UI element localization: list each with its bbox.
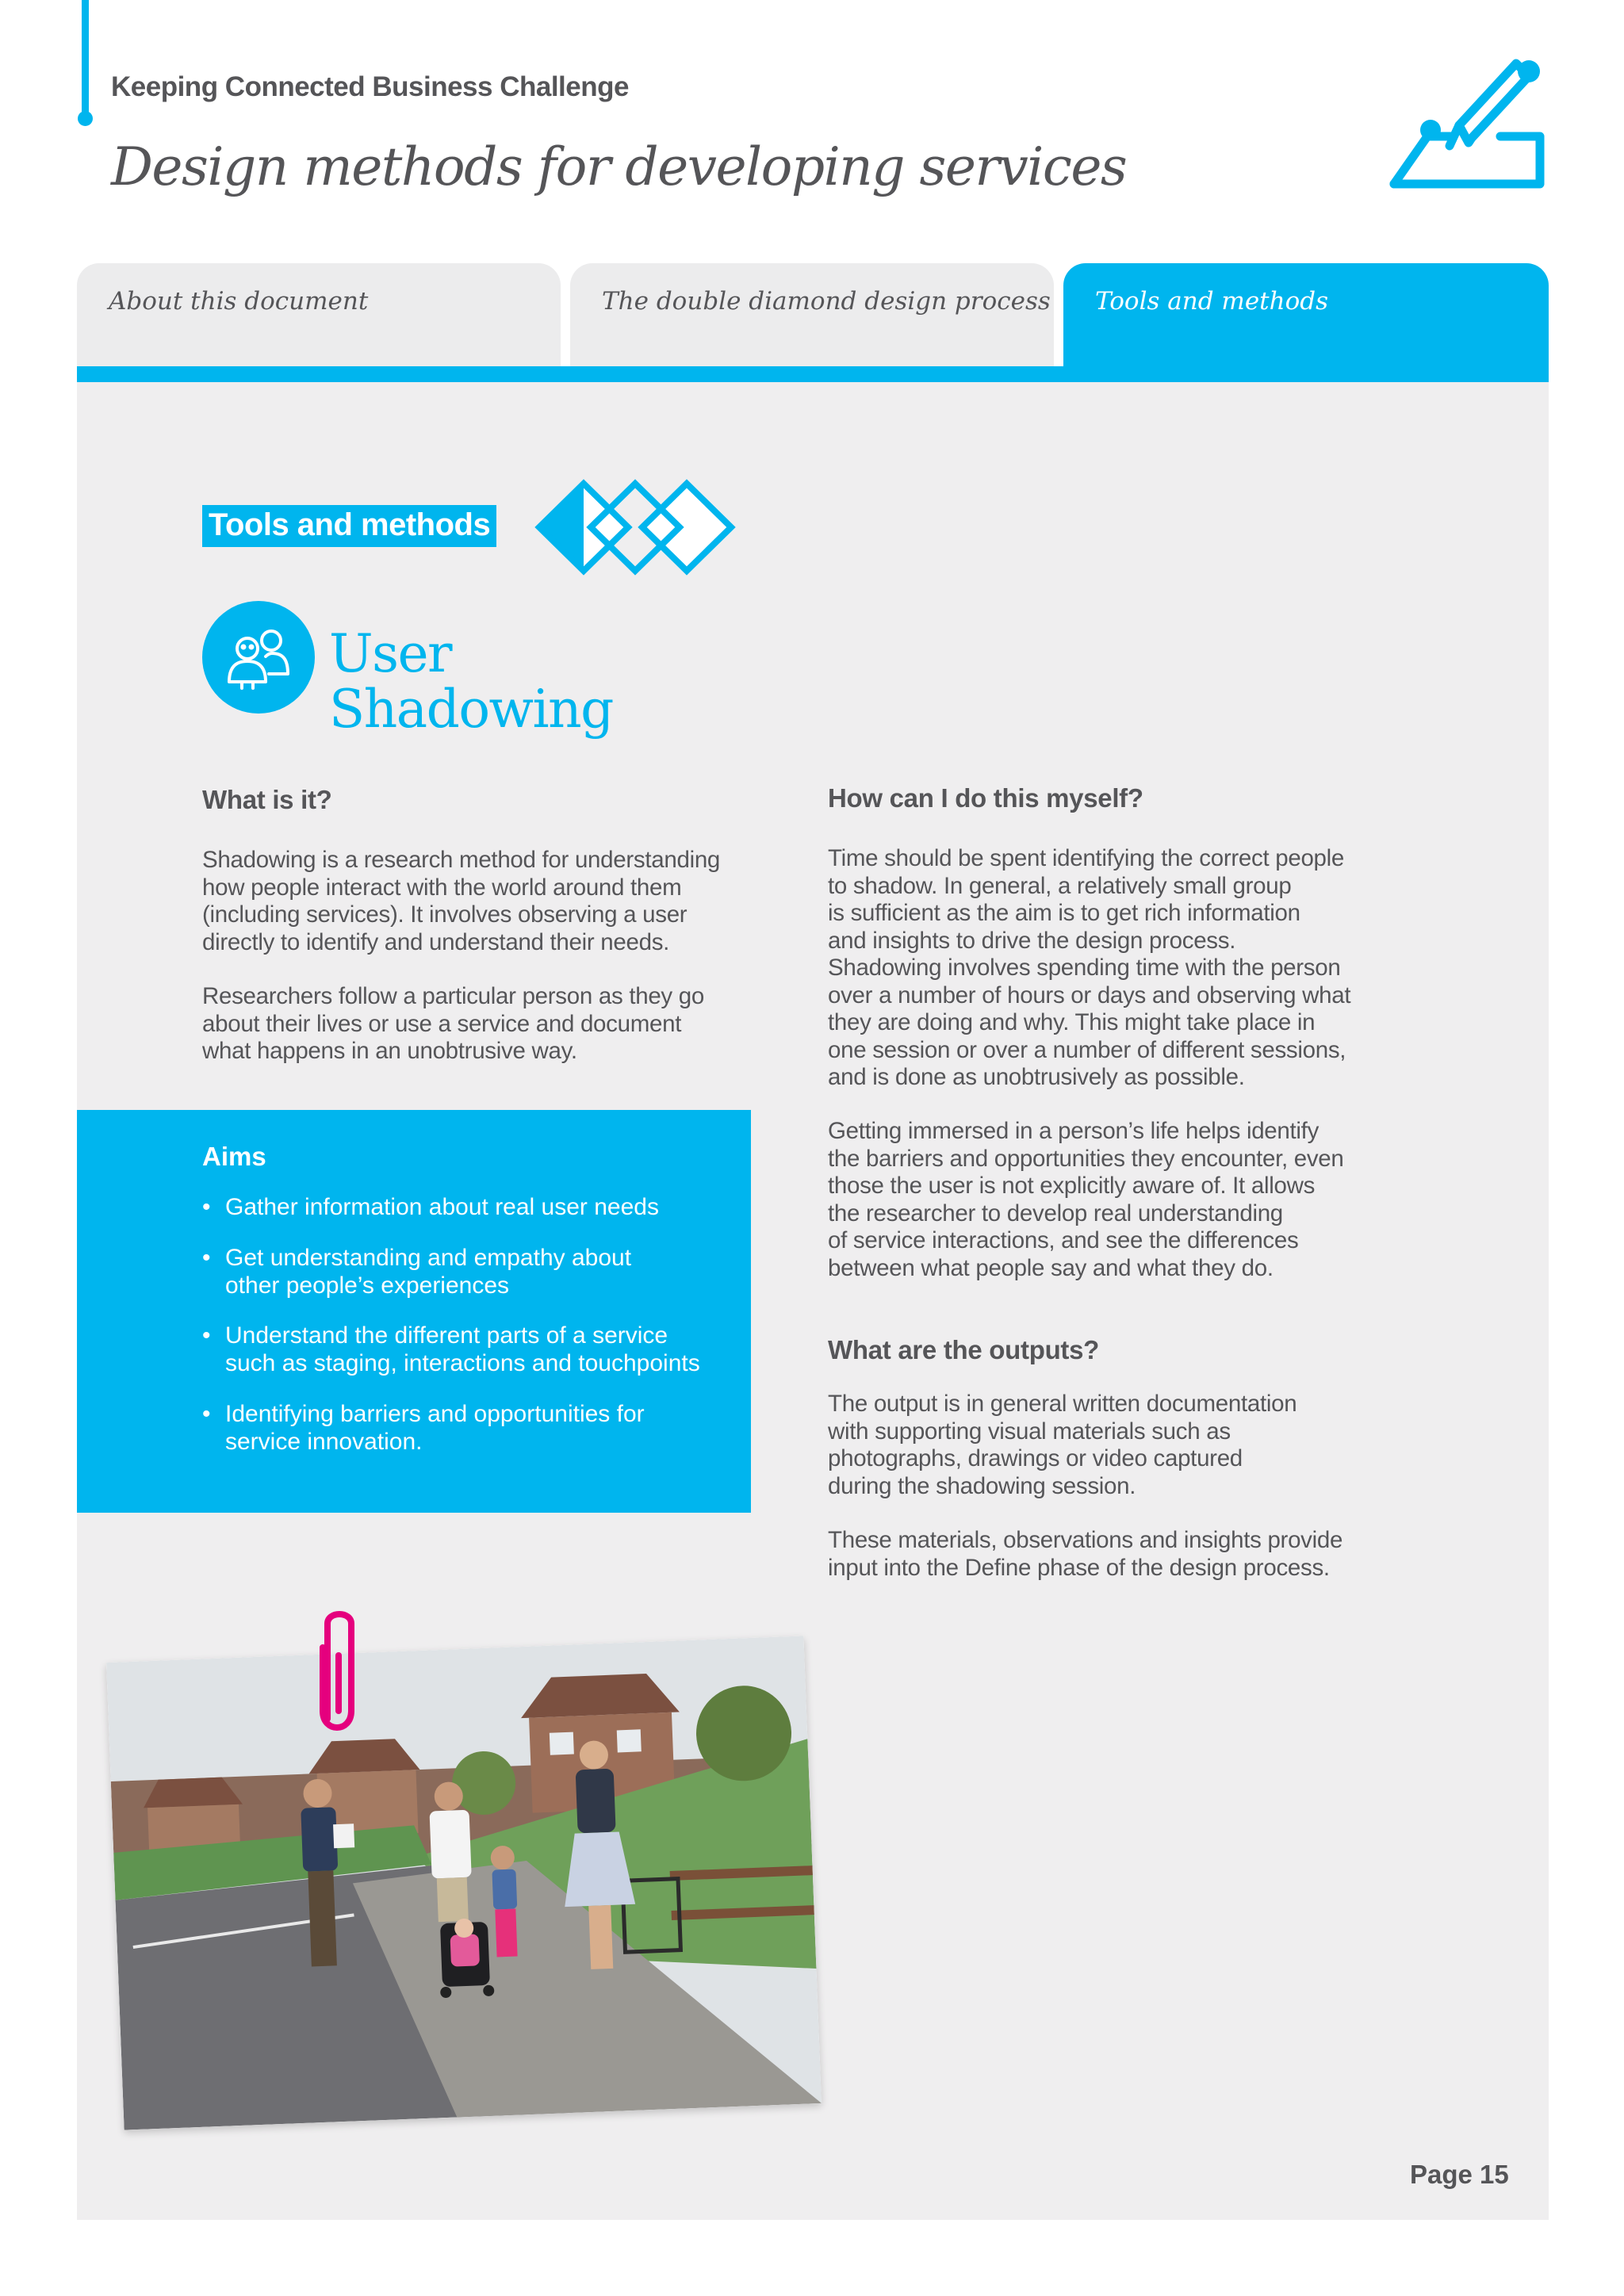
bullet-icon: • bbox=[202, 1401, 211, 1427]
what-heading: What is it? bbox=[202, 785, 332, 814]
what-paragraph-1: Shadowing is a research method for understanding how people interact with the world around them (including services). It involves observing a user directly to identify and understand their needs. bbox=[202, 847, 721, 955]
tab-underline bbox=[77, 366, 1549, 382]
pen-drawing-icon bbox=[1380, 49, 1554, 200]
outputs-paragraph-1: The output is in general written documentation with supporting visual materials such as photographs, drawings or video captured during the shadowing session. bbox=[828, 1391, 1297, 1499]
aims-heading: Aims bbox=[202, 1142, 266, 1171]
tab-tools-and-methods[interactable]: Tools and methods bbox=[1063, 263, 1549, 366]
header-rule-dot bbox=[78, 111, 93, 126]
outputs-paragraph-2: These materials, observations and insights provide input into the Define phase of the design process. bbox=[828, 1527, 1343, 1581]
method-title-line2: Shadowing bbox=[329, 679, 613, 740]
method-title-line1: User bbox=[329, 623, 452, 684]
how-heading: How can I do this myself? bbox=[828, 783, 1143, 813]
shadowing-photo bbox=[106, 1636, 822, 2130]
paperclip-icon bbox=[312, 1600, 367, 1743]
users-icon bbox=[202, 601, 315, 714]
section-badge: Tools and methods bbox=[202, 505, 496, 547]
page-number: Page 15 bbox=[1410, 2160, 1509, 2189]
bullet-icon: • bbox=[202, 1245, 211, 1271]
bullet-icon: • bbox=[202, 1322, 211, 1349]
what-paragraph-2: Researchers follow a particular person as they go about their lives or use a service and document what happens in an unobtrusive way. bbox=[202, 983, 704, 1064]
double-diamond-icon bbox=[523, 476, 747, 579]
tab-about-this-document[interactable]: About this document bbox=[77, 263, 561, 366]
header-rule bbox=[82, 0, 89, 119]
how-paragraph-2: Getting immersed in a person’s life helps identify the barriers and opportunities they encounter, even those the user is not explicitly aware of. It allows the researcher to develop real understanding of service interactions, and see the differences between what people say and what they do. bbox=[828, 1118, 1344, 1281]
how-paragraph-1: Time should be spent identifying the correct people to shadow. In general, a relatively small group is sufficient as the aim is to get rich information and insights to drive the design process. Shadowing involves spending time with the person over a number of hours or days and observing what they are doing and why. This might take place in one session or over a number of different sessions, and is done as unobtrusively as possible. bbox=[828, 845, 1351, 1090]
tab-double-diamond[interactable]: The double diamond design process bbox=[570, 263, 1054, 366]
bullet-icon: • bbox=[202, 1194, 211, 1220]
outputs-heading: What are the outputs? bbox=[828, 1335, 1100, 1364]
brand-title: Keeping Connected Business Challenge bbox=[111, 71, 629, 102]
method-title bbox=[329, 623, 613, 740]
page-title: Design methods for developing services bbox=[111, 136, 1127, 197]
